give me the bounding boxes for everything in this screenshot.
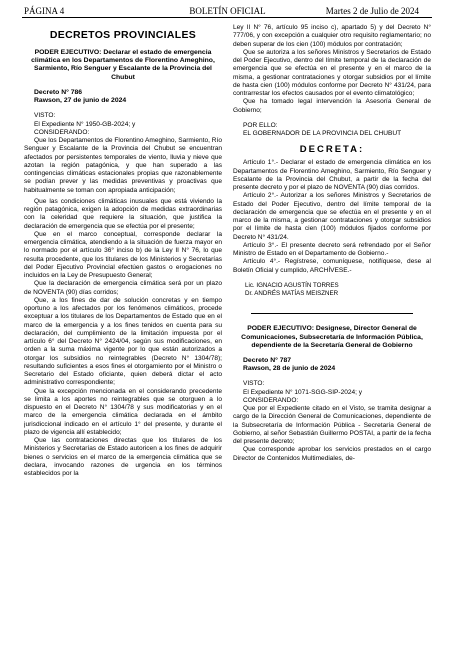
decree-786-heading: PODER EJECUTIVO: Declarar el estado de emergencia climática en los Departamentos de Florentino Ameghino, Sarmiento, Río Senguer y Escalante de la Provincia del Chubut: [31, 49, 215, 81]
visto-text: El Expediente N° 1071-SGG-SIP-2024; y: [243, 388, 363, 396]
considerando-paragraph: Que las contrataciones directas que los titulares de los Ministerios y Secretarías de Estado autoricen a los fines de adquirir bienes o servicios en el marco de la emergencia climática que se declara, invocando razones de urgencia en los términos establecidos por la: [24, 437, 222, 478]
considerando-paragraph: Que la declaración de emergencia climática será por un plazo de NOVENTA (90) días corridos;: [24, 280, 222, 296]
governor-title: EL GOBERNADOR DE LA PROVINCIA DEL CHUBUT: [243, 130, 402, 137]
considerando-paragraph: Que en el marco conceptual, corresponde declarar la emergencia climática, atendiendo a la situación de fuerza mayor en lo normado por el artículo 36° inciso b) de la Ley II N° 76, lo que resulta procedente, que los titulares de los Ministerios y Secretarías del Poder Ejecutivo Provincial efectúen gastos o erogaciones no incluidos en la Ley de Presupuesto General;: [24, 230, 222, 280]
considerando-paragraph: Que los Departamentos de Florentino Ameghino, Sarmiento, Río Senguer y Escalante de la Provincia del Chubut se encuentran afectados por persistentes temporales de viento, lluvia y nieve que azotan la región patagónica, y que han superado a las contingencias climáticas estacionales propias que razonablemente se podían prever y las medidas preventivas y proactivas que habitualmente se toman con apropiada anticipación;: [24, 137, 222, 194]
article-1: Artículo 1°.- Declarar el estado de emergencia climática en los Departamentos de Florentino Ameghino, Sarmiento, Río Senguer y Escalante de la Provincia del Chubut, a partir de la fecha del presente decreto y por el plazo de NOVENTA (90) días corridos.: [233, 159, 431, 191]
publication-title: BOLETÍN OFICIAL: [189, 6, 266, 16]
considerando-paragraph: Que corresponde aprobar los servicios prestados en el cargo Director de Contenidos Multimediales, de-: [233, 446, 431, 462]
signatory: Lic. IGNACIO AGUSTÍN TORRES: [245, 281, 339, 289]
decree-786-number: Decreto N° 786: [34, 88, 83, 96]
visto-text: El Expediente N° 1950-GB-2024; y: [34, 120, 136, 128]
considerando-paragraph: Ley II N° 76, artículo 95 inciso c), apartado 5) y del Decreto N° 777/06, y con excepción a cualquier otro requisito reglamentario; no deben superar de los cien (100) módulos por contratación;: [233, 24, 431, 48]
por-ello: POR ELLO:: [243, 121, 278, 129]
left-column: [24, 24, 222, 642]
visto-label: VISTO:: [243, 380, 265, 388]
visto-label: VISTO:: [34, 112, 56, 120]
decree-787-place-date: Rawson, 28 de junio de 2024: [243, 365, 336, 373]
considerando-paragraph: Que la excepción mencionada en el considerando precedente se limita a los aportes no reintegrables que se otorguen a lo dispuesto en el Decreto N° 1304/78 y sus modificatorias y en el marco de la emergencia climática declarada en el ámbito jurisdiccional indicado en el artículo 1° del presente, y durante el plazo de vigencia allí establecido;: [24, 387, 222, 436]
decreta-heading: DECRETA:: [299, 144, 365, 156]
section-title: DECRETOS PROVINCIALES: [49, 29, 197, 41]
considerando-paragraph: Que por el Expediente citado en el Visto, se tramita designar a cargo de la Dirección General de Comunicaciones, dependiente de la Subsecretaría de Información Pública - Secretaría General de Gobierno, al señor Sebastián Guillermo POSTAI, a partir de la fecha del presente decreto;: [233, 405, 431, 446]
considerando-paragraph: Que, a los fines de dar de solución concretas y en tiempo oportuno a los afectados por los fenómenos climáticos, procede exceptuar a los titulares de los Departamentos de Estado que en el marco de la emergencia y a los fines tenidos en cuenta para su declaración, del cumplimiento de la limitación impuesta por el artículo 6° del Decreto N° 2424/04, según sus modificaciones, en orden a la suma máxima vigente por lo que están autorizados a otorgar los subsidios no reintegrables (Decreto N° 1304/78); resultando suficientes a esos fines el otorgamiento por el Ministro o Secretario del Estado oficiante, quien deberá dictar el acto administrativo correspondiente;: [24, 296, 222, 387]
considerando-paragraph: Que se autoriza a los señores Ministros y Secretarios de Estado del Poder Ejecutivo, dentro del límite temporal de la declaración de emergencia que se efectúa en el presente y en el marco de la misma, a gestionar contrataciones y otorgar subsidios por el límite de hasta cien (100) módulos conforme por Decreto N° 431/24, para contrarrestar los efectos causados por el evento climatológico;: [233, 48, 431, 97]
considerando-paragraph: Que las condiciones climáticas inusuales que está viviendo la región patagónica, exigen la adopción de medidas extraordinarias con la celeridad que requiere la situación, que justifica la declaración de emergencia que se efectúa por el presente;: [24, 197, 222, 230]
decree-787-heading: PODER EJECUTIVO: Designese, Director General de Comunicaciones, Subsecretaría de Información Pública, dependiente de la Secretaría General de Gobierno: [241, 325, 423, 349]
page-header: [0, 2, 455, 16]
signatory: Dr. ANDRÉS MATÍAS MEISZNER: [245, 289, 339, 297]
decree-786-place-date: Rawson, 27 de junio de 2024: [34, 97, 127, 105]
article-4: Artículo 4°.- Regístrese, comuníquese, notifíquese, dese al Boletín Oficial y cumplido, ARCHÍVESE.-: [233, 258, 431, 274]
article-2: Artículo 2°.- Autorizar a los señores Ministros y Secretarios de Estado del Poder Ejecutivo, dentro del límite temporal de la declaración de emergencia que se efectúa en el presente y en el marco de la misma, a gestionar contrataciones y otorgar subsidios por el límite de hasta cien (100) módulos fijados conforme por Decreto N° 431/24.: [233, 192, 431, 241]
considerando-label: CONSIDERANDO:: [243, 396, 299, 404]
considerando-paragraph: Que ha tomado legal intervención la Asesoría General de Gobierno;: [233, 98, 431, 114]
considerando-label: CONSIDERANDO:: [34, 128, 90, 136]
article-3: Artículo 3°.- El presente decreto será refrendado por el Señor Ministro de Estado en el Departamento de Gobierno.-: [233, 241, 431, 257]
header-rule: [22, 17, 432, 18]
decree-separator: [251, 313, 413, 314]
right-column: [233, 24, 431, 642]
page-number: PÁGINA 4: [24, 6, 65, 16]
issue-date: Martes 2 de Julio de 2024: [325, 6, 419, 16]
decree-787-number: Decreto N° 787: [243, 356, 292, 364]
